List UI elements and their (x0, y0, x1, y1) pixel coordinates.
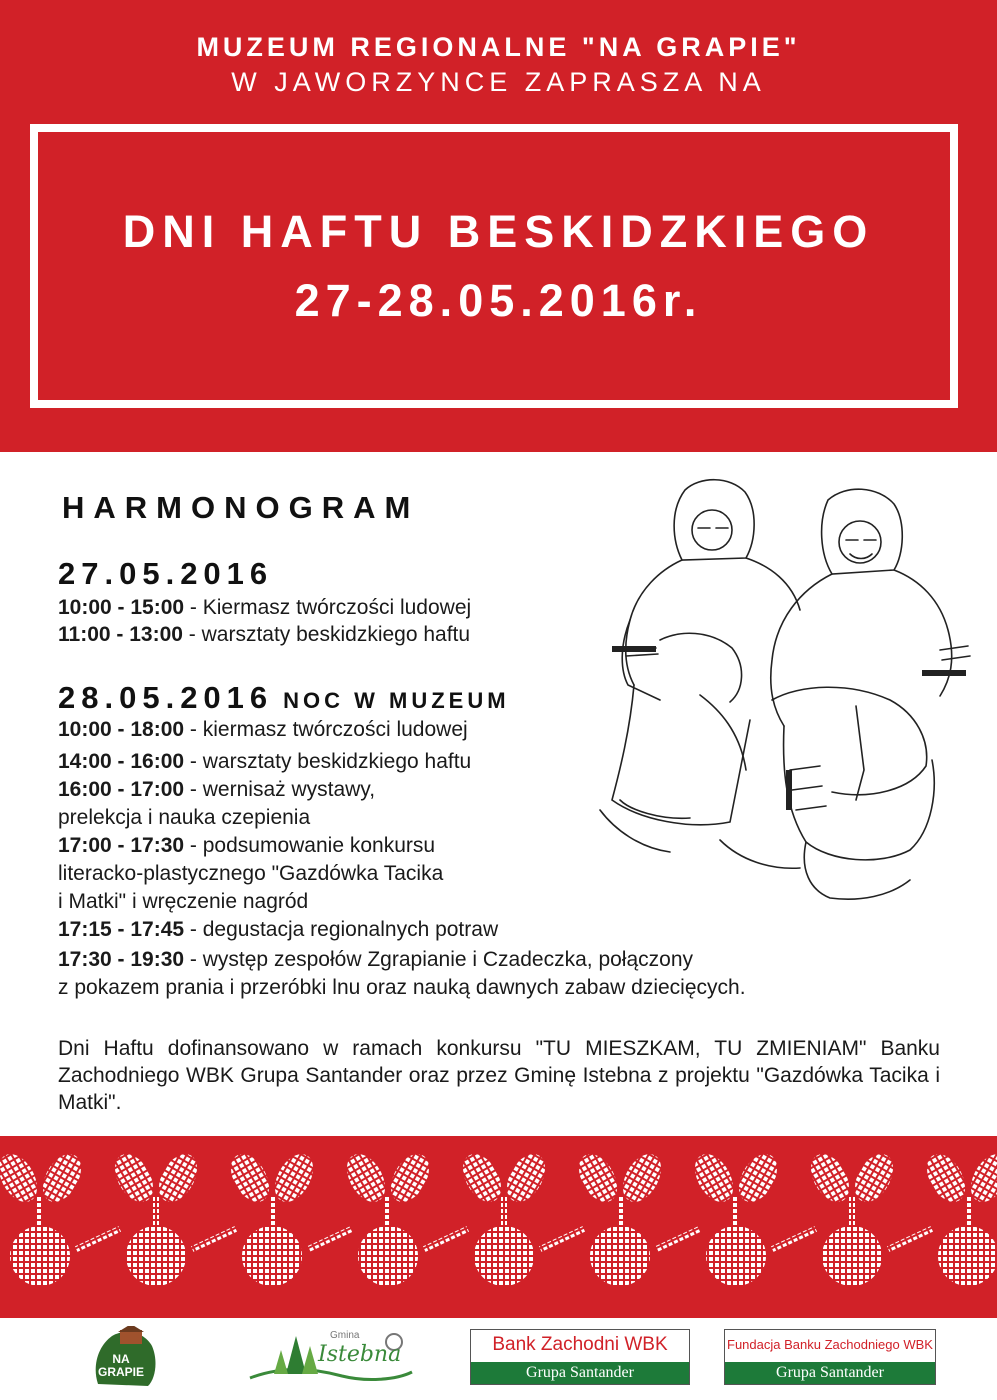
organizer-line-2: W JAWORZYNCE ZAPRASZA NA (231, 67, 766, 97)
leaf-motif (571, 1147, 625, 1208)
stem-motif (965, 1196, 971, 1228)
schedule-item: 10:00 - 15:00 - Kiermasz twórczości ludowej (58, 596, 472, 619)
cross-stitch-pattern (0, 1136, 997, 1318)
rose-motif (822, 1226, 882, 1286)
leaf-motif (383, 1147, 437, 1208)
schedule-heading: HARMONOGRAM (62, 490, 420, 525)
fund-group: Grupa Santander (725, 1362, 935, 1384)
rose-motif (590, 1226, 650, 1286)
leaf-motif (803, 1147, 857, 1208)
leaf-motif (339, 1147, 393, 1208)
vine-motif (771, 1226, 817, 1252)
title-frame (30, 124, 958, 408)
schedule-item: prelekcja i nauka czepienia (58, 806, 311, 829)
leaf-motif (267, 1147, 321, 1208)
schedule-item: 14:00 - 16:00 - warsztaty beskidzkiego haftu (58, 750, 472, 773)
bank-group: Grupa Santander (471, 1362, 689, 1384)
embroidery-pattern-band (0, 1136, 997, 1318)
rose-motif (10, 1226, 70, 1286)
stem-motif (617, 1196, 623, 1228)
event-dates: 27-28.05.2016r. (294, 275, 703, 326)
vine-motif (191, 1226, 237, 1252)
vine-motif (307, 1226, 353, 1252)
bank-name: Bank Zachodni WBK (492, 1334, 668, 1355)
leaf-motif (615, 1147, 669, 1208)
vine-motif (887, 1226, 933, 1252)
na-grapie-logo-text: NA GRAPIE (97, 1352, 144, 1379)
rose-motif (358, 1226, 418, 1286)
bank-zachodni-logo (470, 1329, 690, 1385)
schedule-item: 10:00 - 18:00 - kiermasz twórczości ludowej (58, 718, 468, 741)
leaf-motif (687, 1147, 741, 1208)
schedule-item: 17:00 - 17:30 - podsumowanie konkursu (58, 834, 436, 857)
vine-motif (655, 1226, 701, 1252)
stem-motif (733, 1196, 739, 1228)
rose-motif (242, 1226, 302, 1286)
schedule-item: 11:00 - 13:00 - warsztaty beskidzkiego haftu (58, 623, 471, 646)
day1-date: 27.05.2016 (58, 556, 274, 591)
stem-motif (153, 1196, 159, 1228)
leaf-motif (731, 1147, 785, 1208)
leaf-motif (847, 1147, 901, 1208)
stem-motif (385, 1196, 391, 1228)
rose-motif (474, 1226, 534, 1286)
rose-motif (938, 1226, 997, 1286)
day2-date: 28.05.2016 NOC W MUZEUM (58, 680, 510, 715)
fund-name: Fundacja Banku Zachodniego WBK (727, 1337, 933, 1352)
leaf-motif (223, 1147, 277, 1208)
leaf-motif (455, 1147, 509, 1208)
schedule-item: 17:30 - 19:30 - występ zespołów Zgrapianie i Czadeczka, połączony (58, 948, 694, 971)
funding-note: Dni Haftu dofinansowano w ramach konkursu "TU MIESZKAM, TU ZMIENIAM" Banku Zachodniego WBK Grupa Santander oraz przez Gminę Istebna z projektu "Gazdówka Tacika i Matki". (58, 1037, 940, 1114)
stem-motif (849, 1196, 855, 1228)
istebna-wordmark: Gmina Istebna (318, 1330, 402, 1367)
stem-motif (501, 1196, 507, 1228)
vine-motif (423, 1226, 469, 1252)
schedule-item: literacko-plastycznego "Gazdówka Tacika (58, 862, 444, 885)
stem-motif (37, 1196, 43, 1228)
fundacja-logo (724, 1329, 936, 1385)
leaf-motif (151, 1147, 205, 1208)
vine-motif (75, 1226, 121, 1252)
leaf-motif (919, 1147, 973, 1208)
stem-motif (269, 1196, 275, 1228)
schedule-item: z pokazem prania i przeróbki lnu oraz nauką dawnych zabaw dziecięcych. (58, 976, 746, 999)
leaf-motif (107, 1147, 161, 1208)
schedule-item: i Matki" i wręczenie nagród (58, 890, 309, 913)
rose-motif (126, 1226, 186, 1286)
schedule-item: 16:00 - 17:00 - wernisaż wystawy, (58, 778, 376, 801)
vine-motif (539, 1226, 585, 1252)
leaf-motif (499, 1147, 553, 1208)
rose-motif (706, 1226, 766, 1286)
leaf-motif (35, 1147, 89, 1208)
event-title: DNI HAFTU BESKIDZKIEGO (122, 206, 875, 257)
organizer-line-1: MUZEUM REGIONALNE "NA GRAPIE" (196, 32, 801, 62)
schedule-item: 17:15 - 17:45 - degustacja regionalnych potraw (58, 918, 499, 941)
day2-subtitle: NOC W MUZEUM (283, 688, 510, 713)
gmina-label: Gmina (330, 1330, 360, 1341)
embroidering-women-illustration (560, 470, 980, 930)
